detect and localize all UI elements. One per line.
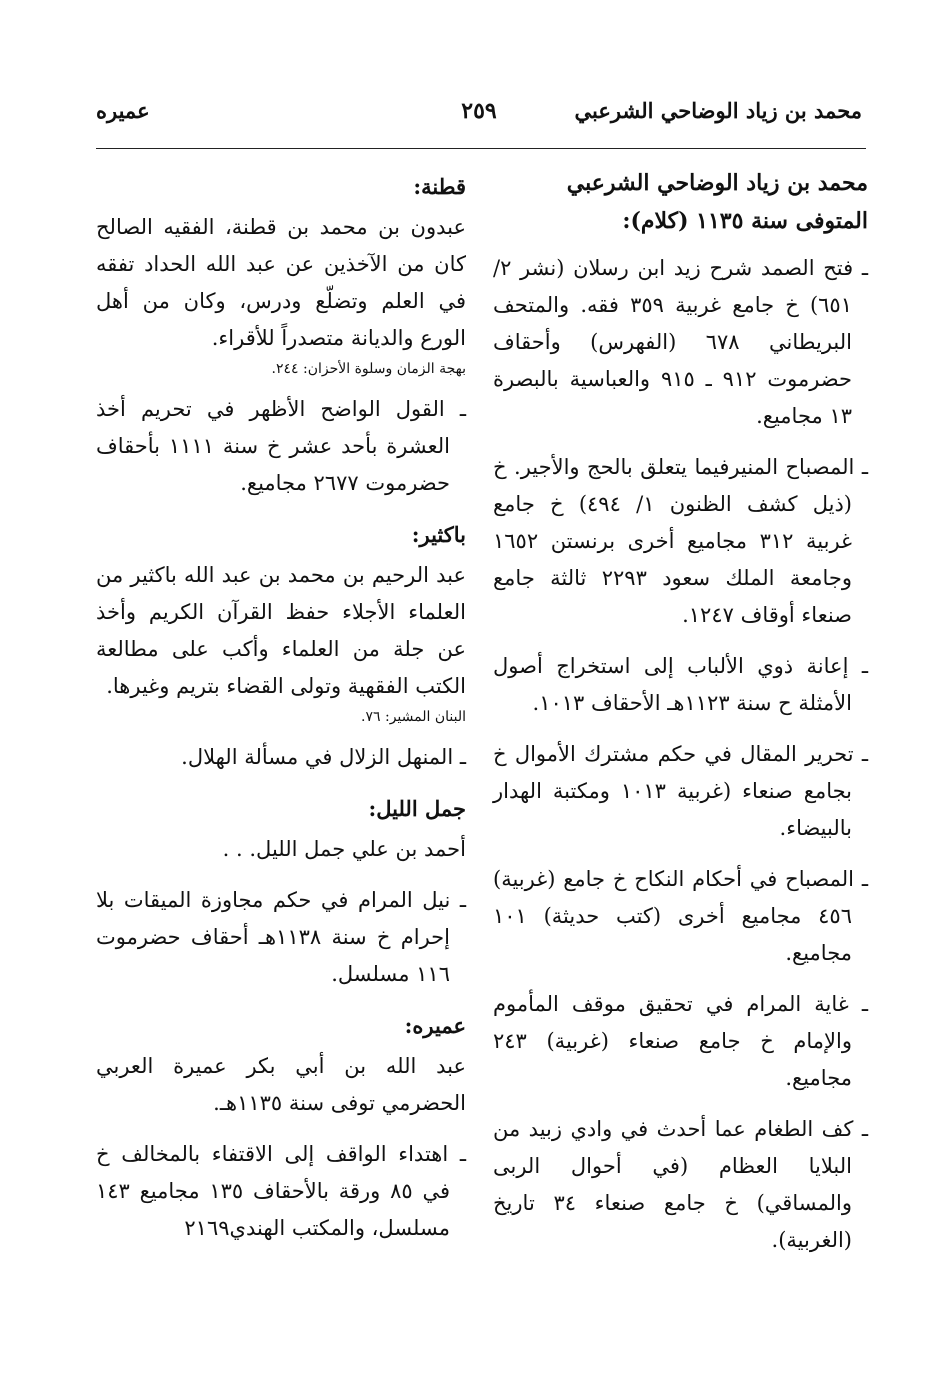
source-citation: بهجة الزمان وسلوة الأحزان: ٢٤٤. [271,361,466,377]
work-entry: ـ نيل المرام في حكم مجاوزة الميقات بلا إحرام خ سنة ١١٣٨هـ أحقاف حضرموت ١١٦ مسلسل. [96,888,466,986]
work-entry: ـ المصباح في أحكام النكاح خ جامع (غربية) ٤٥٦ مجاميع أخرى (كتب حديثة) ١٠١ مجاميع. [493,867,868,965]
work-entry: ـ غاية المرام في تحقيق موقف المأموم والإمام خ جامع صنعاء (غربية) ٢٤٣ مجاميع. [493,992,868,1090]
work-entry: ـ المنهل الزلال في مسألة الهلال. [181,745,466,769]
work-entry: ـ كف الطغام عما أحدث في وادي زبيد من البلايا العظام (في أحوال الربى والمساقي) خ جامع صنعاء ٣٤ تاريخ (الغربية). [493,1117,868,1252]
work-entry: ـ المصباح المنيرفيما يتعلق بالحج والأجير. خ (ذيل كشف الظنون ١/ ٤٩٤) خ جامع غربية ٣١٢ مجاميع أخرى برنستن ١٦٥٢ وجامعة الملك سعود ٢٢٩٣ ثالثة جامع صنعاء أوقاف ١٢٤٧. [493,455,868,627]
section-heading: قطنة: [413,174,466,199]
header-rule [96,148,866,149]
work-entry: ـ اهتداء الواقف إلى الاقتفاء بالمخالف خ في ٨٥ ورقة بالأحقاف ١٣٥ مجاميع ١٤٣ مسلسل، والمكتب الهندي٢١٦٩ [96,1142,466,1240]
work-entry: ـ تحرير المقال في حكم مشترك الأموال خ بجامع صنعاء (غربية ١٠١٣ ومكتبة الهدار بالبيضاء. [493,742,868,840]
source-citation: البنان المشير: ٧٦. [361,709,466,725]
author-bio: عبد الرحيم بن محمد بن عبد الله باكثير من العلماء الأجلاء حفظ القرآن الكريم وأخذ عن جلة من العلماء وأكب على مطالعة الكتب الفقهية وتولى القضاء بتريم وغيرها. [96,563,466,698]
left-column [96,164,466,1261]
work-entry: ـ فتح الصمد شرح زيد ابن رسلان (نشر ٢/ ٦٥١) خ جامع غربية ٣٥٩ فقه. والمتحف البريطاني ٦٧٨ (الفهرس) وأحقاف حضرموت ٩١٢ ـ ٩١٥ والعباسية بالبصرة ١٣ مجاميع. [493,256,868,428]
right-column [493,164,868,1273]
section-heading: باكثير: [411,522,466,547]
page-number: ٢٥٩ [461,98,497,124]
author-title: محمد بن زياد الوضاحي الشرعبي المتوفى سنة ١١٣٥ (كلام): [566,170,868,234]
section-umaira [96,1007,466,1247]
author-bio: عبدون بن محمد بن قطنة، الفقيه الصالح كان من الآخذين عن عبد الله الحداد تفقه في العلم وتضلّع ودرس، وكان من أهل الورع والديانة متصدراً للأقراء. [96,215,466,350]
running-title-left: عميره [96,98,150,123]
section-heading: جمل الليل: [368,796,466,821]
author-bio: أحمد بن علي جمل الليل. . . [222,837,466,861]
work-entry: ـ إعانة ذوي الألباب إلى استخراج أصول الأمثلة ح سنة ١١٢٣هـ الأحقاف ١٠١٣. [493,654,868,715]
author-bio: عبد الله بن أبي بكر عميرة العربي الحضرمي توفى سنة ١١٣٥هـ. [96,1054,466,1115]
section-qutna [96,168,466,502]
work-entry: ـ القول الواضح الأظهر في تحريم أخذ العشرة بأحد عشر خ سنة ١١١١ بأحقاف حضرموت ٢٦٧٧ مجاميع. [96,397,466,495]
running-title-right: محمد بن زياد الوضاحي الشرعبي [574,98,862,123]
running-header [96,98,862,138]
section-bakathir [96,516,466,776]
section-jamal-allayl [96,790,466,993]
section-heading: عميره: [404,1013,466,1038]
